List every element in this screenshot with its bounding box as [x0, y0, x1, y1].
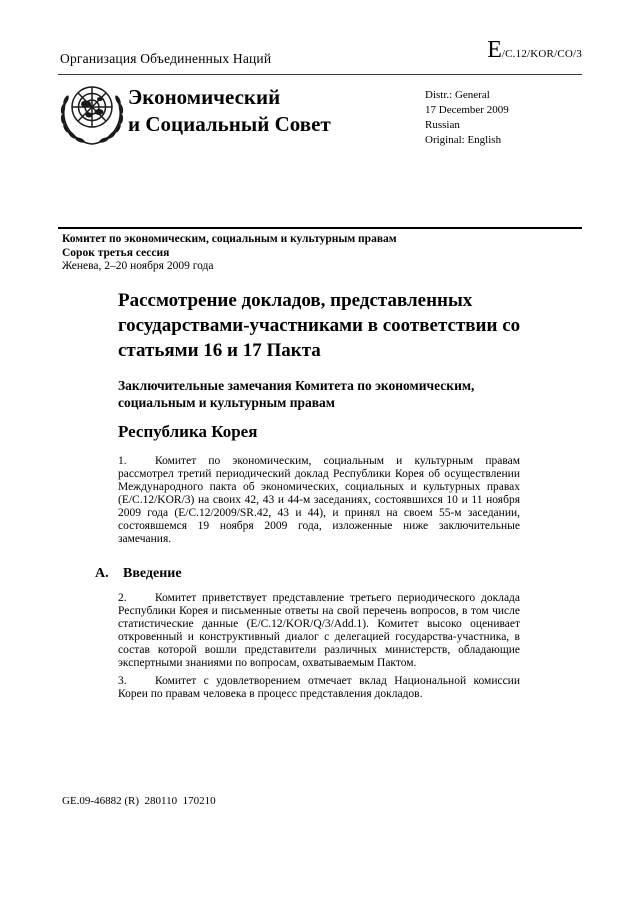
document-body [95, 288, 521, 706]
paragraph-3 [118, 675, 520, 701]
committee-block [62, 233, 397, 274]
distr-original: Original: English [425, 134, 502, 146]
paragraph-1-text: Комитет по экономическим, социальным и культурным правам рассмотрел третий периодический доклад Республики Корея об осуществлении Международного пакта об экономических, социальных и культурных правах (E/C.12/KOR/3) на своих 42, 43 и 44-м заседаниях, состоявшихся 10 и 11 ноября 2009 года (E/C.12/2009/SR.42, 43 и 44), и принял на своем 55-м заседании, состоявшемся 19 ноября 2009 года, изложенные ниже заключительные замечания. [118, 455, 520, 545]
section-a-title: Введение [123, 566, 182, 581]
council-title [128, 84, 331, 138]
council-title-line2: и Социальный Совет [128, 112, 331, 136]
committee-session: Сорок третья сессия [62, 246, 170, 259]
paragraph-2-text: Комитет приветствует представление третьего периодического доклада Республики Корея и письменные ответы на свой перечень вопросов, в том числе статистические данные (E/C.12/KOR/Q/3/Add.1). Комитет высоко оценивает откровенный и конструктивный диалог с делегацией государства-участника, в состав которой вошли представители различных министерств, обладающие экспертными знаниями по вопросам, охватываемым Пактом. [118, 592, 520, 669]
distr-type: Distr.: General [425, 89, 490, 101]
paragraph-1-number: 1. [118, 455, 127, 467]
committee-name: Комитет по экономическим, социальным и культурным правам [62, 233, 397, 245]
distribution-block [425, 88, 509, 148]
paragraph-2 [118, 592, 520, 670]
org-name: Организация Объединенных Наций [60, 51, 272, 66]
un-emblem-icon [56, 82, 128, 151]
paragraph-1 [118, 455, 520, 546]
document-reference-footer: GE.09-46882 (R) 280110 170210 [62, 795, 216, 807]
country-heading: Республика Корея [118, 422, 258, 441]
section-a-heading [95, 565, 520, 583]
paragraph-3-text: Комитет с удовлетворением отмечает вклад Национальной комиссии Кореи по правам человека в процесс представления докладов. [118, 675, 520, 700]
paragraph-2-number: 2. [118, 592, 127, 604]
document-symbol [487, 37, 582, 64]
section-a-letter: A. [95, 566, 109, 581]
council-title-line1: Экономический [128, 85, 281, 109]
distr-date: 17 December 2009 [425, 104, 509, 116]
document-symbol-number: /C.12/KOR/CO/3 [501, 48, 582, 60]
committee-venue: Женева, 2–20 ноября 2009 года [62, 260, 214, 272]
main-title: Рассмотрение докладов, представленных государствами-участниками в соответствии со статьями 16 и 17 Пакта [118, 290, 521, 361]
header-divider [58, 74, 582, 75]
distr-language: Russian [425, 119, 460, 131]
section-divider [58, 227, 582, 229]
subtitle: Заключительные замечания Комитета по экономическим, социальным и культурным правам [118, 378, 475, 410]
document-symbol-series: E [487, 37, 502, 63]
paragraph-3-number: 3. [118, 675, 127, 687]
